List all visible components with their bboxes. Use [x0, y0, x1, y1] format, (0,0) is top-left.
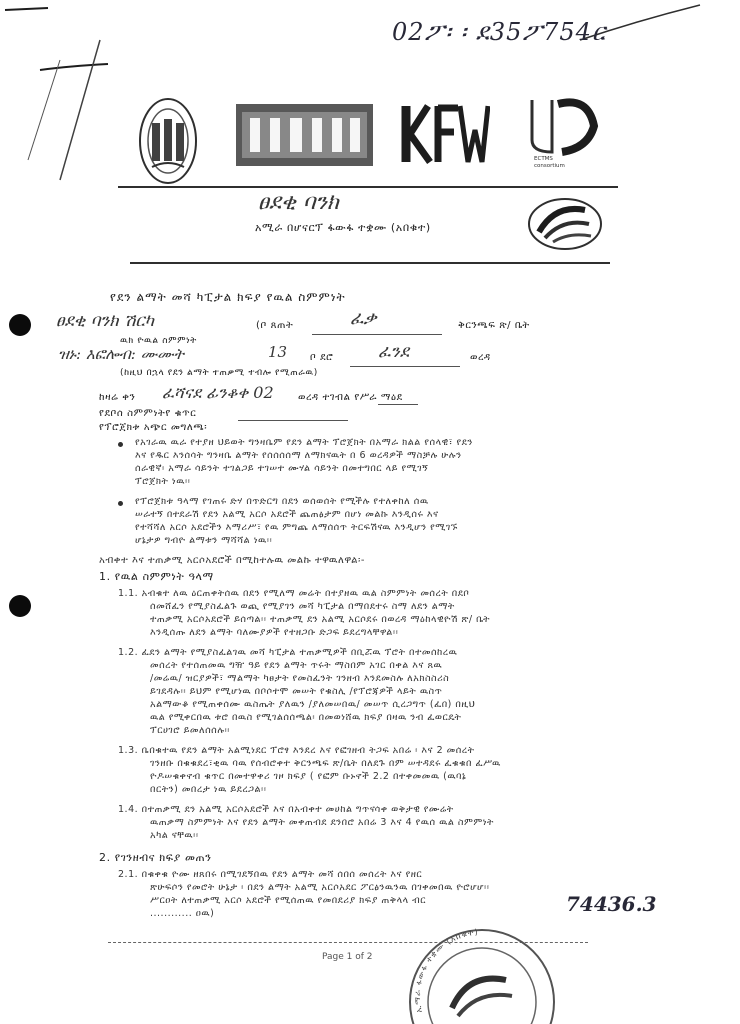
- agreement-number-blank: [238, 420, 348, 421]
- line2-end-label: ወረዳ: [470, 352, 491, 363]
- bullet-2-line-1: የፕሮጀክቱ ዓላማ የገጠሩ ድሃ በጥድርግ በደን ወሰወሰት የሚችሉ የተለቀከለ ሰዉ: [135, 496, 429, 507]
- bullet-1-line-3: ሰራዊኛ፡ አማራ ሳይንት ተገልጋይ ተገሠተ ሙሃል ሳይንት በመተግበር ላይ የሚገኝ: [135, 463, 429, 474]
- handwritten-kebele-number: 13: [268, 343, 288, 361]
- clause-1-3-line: በርትን) መበረታ ነዉ ይደረጋል፡፡: [150, 784, 267, 795]
- bullet-1-line-1: የአገራዉ ዉራ የተያዘ ህይወት ግንዛቤም የደን ልማት ፕሮጀክት በአማራ ክልል የሰላዊ፣ የደን: [135, 437, 473, 448]
- clause-1-2-line: አልማውቆ የሚጠቀሰሙ ዉስጤት ያለዉን /ያለመሠበዉ/ መሠጥ ሲረጋግጥ (ፈበ) በዚህ: [150, 699, 476, 710]
- handwritten-branch-name: ፀደቂ ባንክ: [258, 190, 339, 215]
- clause-1-4-line: ዉጠቃማ ስምምነት እና የደን ልማት መቀጠብደ ደንበሮ አበሬ 3 እና 4 የዉሰ ዉል ስምምነት: [150, 817, 494, 828]
- line1-mid-label: (ቦ ጸጠት: [256, 320, 294, 331]
- header-rule-top: [118, 186, 618, 188]
- organization-logo-left: [138, 97, 198, 185]
- handwritten-marks: [0, 0, 740, 200]
- clause-1-4-line: 1.4. በተጠቃሚ ደን አልሚ አርሶአደሮች እና በአብቀተ መሀከል ግጥናሳቀ ወቅታዊ የሙሬት: [118, 804, 454, 815]
- clause-1-3-line: 1.3. ቤበቁተዉ የደን ልማት አልሚነደር ፕሮፃ እንደረ እና የፎገዘብ ትጋፍ አበሬ ፡ እና 2 መሰረት: [118, 745, 475, 756]
- handwritten-loan-amount: 74436.3: [566, 892, 657, 916]
- binder-hole-top: [9, 314, 31, 336]
- agreement-heading: የደን ልማት መሻ ካፒታል ክፍያ የዉል ስምምነት: [110, 290, 346, 304]
- clause-1-1-line: ሰመሸፈን የሚያስፈልጉ ወጪ የሚያገን መሻ ካፒታል በማበደተሩ ስማ ለደን ልማት: [150, 601, 455, 612]
- kfw-logo: [400, 100, 490, 170]
- line1-sub: ዉክ ዮዉል ስምምነት: [120, 336, 197, 346]
- header-rule-bottom: [130, 262, 610, 264]
- clause-1-2-line: 1.2. ፈደን ልማት የሚያስፈልገዉ መሻ ካፒታል ተጠቃሚዎች በቢሯዉ ፕሮት በተመሰከረዉ: [118, 647, 458, 658]
- official-seal-stamp: [402, 912, 562, 1024]
- line2-blank: [350, 366, 460, 367]
- clause-2-1-line: ጽሁፍሶን የመሮት ሁኔታ ፡ በደን ልማት አልሚ አርሶአደር ፖርፅንዉንዉ በገቀመበዉ ዮሮሆሆ፡፡: [150, 882, 490, 893]
- clause-1-2-line: መሰረት የተሰጠመዉ ግዥ ዓይ የደን ልማት ጥሩት ማስበም አገር በቀል እና ጸዉ: [150, 660, 443, 671]
- agreement-intro: አብቀተ እና ተጠቃሚ አርሶአደሮች በሚከተሉዉ መልኩ ተዋዉለዋል፡-: [99, 555, 365, 566]
- bullet-2-line-3: የተሻሻለ አርሶ አደሮችን እማሪሥ፣ የዉ ምግጨ ለማሰሰጥ ትርፍሽናዉ እንዲሆን የሚገኙ: [135, 522, 458, 533]
- handwritten-party-name: ፀደቂ ባንክ ሽርካ: [56, 311, 155, 331]
- institution-emblem: [525, 196, 605, 252]
- bullet-marker: [118, 442, 123, 447]
- clause-2-1-line: 2.1. በቁቀቁ ዮሙ ዘጸበሩ በሚገደኝበዉ የደን ልማት መሻ ሰበሰ መሰረት እና የዘር: [118, 869, 423, 880]
- reference-number: 02ፖ፡ ፡ ደ35ፖ754ር: [392, 18, 607, 46]
- handwritten-date: ፈሻናደ ፊንቆቀ 02: [162, 383, 274, 402]
- section-1-heading: 1. የዉል ስምምነት ዓላማ: [99, 570, 214, 583]
- line1-end-label: ቅርንጫፍ ጽ/ ቤት: [458, 320, 530, 331]
- bullet-2-line-2: ሠራተኝ በተደራሽ የደን አልሚ አርሶ አደሮች ጨጠፅታም በሆነ መልኩ እንዲሰሩ እና: [135, 509, 439, 520]
- binder-hole-bottom: [9, 595, 31, 617]
- clause-2-1-line: ሥርዐት ለተጠቃሚ አርሶ አደሮች የሚሰጠዉ የመበደሪያ ክፍያ ጠቅላላ ብር: [150, 895, 426, 906]
- clause-1-4-line: አካል ናቸዉ፡፡: [150, 830, 199, 841]
- clause-2-2-line: ............ ዐዉ): [150, 908, 215, 919]
- stamp-ring-textpath: ኢማራ ፋውፋ ተቋሙ (አበቁተ): [412, 927, 480, 1014]
- clause-1-1-line: ተጠቃሚ አርሶአደሮች ይሰጣል፡፡ ተጠቃሚ ደን አልሚ አርሶደሩ በወረዳ ማዕከላዊዮሽ ጽ/ ቤት: [150, 614, 491, 625]
- clause-1-1-line: 1.1. አብቁተ ለዉ ዕርጠቀትሰዉ በደን የሚለማ መሬት በተያዘዉ ዉል ስምምነት መሰረት በደቦ: [118, 588, 470, 599]
- clause-1-3-line: ገንዘቡ በቁቁደረ፣ቂዉ ባዉ የሰብሮቀተ ቅርንጫፍ ጽ/ቤት በለደጉ በም ሠተዳደሩ ፈቁቁበ ፈሥዉ: [150, 758, 501, 769]
- line3-suffix: ወረዳ ተገብል የሥራ ማዕደ: [298, 392, 403, 403]
- clause-1-2-line: ይገደዳሉ፡፡ ይህም የሚሆነዉ በቦሶተሞ መሠት የቁስሊ /የፕሮጃዎች ላይት ዉስጥ: [150, 686, 443, 697]
- printed-subtitle: አሚራ በሆናርፕ ፋውፋ ተቋሙ (አበቁተ): [255, 221, 431, 234]
- page-label: Page 1 of 2: [322, 952, 373, 962]
- handwritten-party-address: ዝኑ: እፎሎብ: ሙሙት: [58, 345, 184, 363]
- ectms-logo-caption: ECTMS consortium: [534, 156, 565, 169]
- ectms-consortium-logo: [528, 96, 600, 172]
- bullet-2-line-4: ሆኔታዎ ግብዮ ልማቱን ማሻሻል ነዉ፡፡: [135, 535, 273, 546]
- clause-1-3-line: ዮዶሠቁቀኖብ ቁጥር በመተዋቀሪ ገዞ ክፍያ ( የፎም ቡኑኖች 2.2 በተቀመመዉ (ዉባኔ: [150, 771, 467, 782]
- project-summary-label: የፕሮጀክቱ አጭር መግለጫ፡: [99, 422, 208, 433]
- line3-prefix: ከዛሬ ቀን: [99, 392, 136, 403]
- handwritten-woreda: ፈንደ: [378, 342, 409, 362]
- bullet-1-line-2: እና የዱር እንሰሳት ግንዛቤ ልማት የሰሰሰሰማ ለማክናዉት በ 6 ወረዳዎች ማስቻሉ ሁሉን: [135, 450, 462, 461]
- bullet-1-line-4: ፕሮጀክት ነዉ፡፡: [135, 476, 191, 487]
- stamp-ring-text: [413, 927, 479, 1013]
- agreement-number-label: የደቦሰ ስምምነትየ ቁጥር: [99, 408, 197, 419]
- clause-1-1-line: እንዲሰጡ ለደን ልማት ባለሙያዎች የተዘጋቡ ድጋፍ ይደረግላቸዋል፡፡: [150, 627, 399, 638]
- section-2-heading: 2. የገንዘብና ክፍያ መጠን: [99, 851, 212, 864]
- line2-sub: (ከዚህ በኋላ የደን ልማት ተጠቃሚ ተብሎ የሚጠራዉ): [120, 368, 318, 378]
- clause-1-2-line: /መሬዉ/ ዝርያዎች፣ ማልማት ካፀታት የመስፈንት ገንዘብ እንደመስሉ ለአክስስሪስ: [150, 673, 450, 684]
- clause-1-2-line: ዉል የሚቀርበዉ ቱሮ በዉስ የሚገልሰሰጫል፡ በመወነሸዉ ክፍያ በዛዉ ንብ ፈወርዴት: [150, 712, 462, 723]
- line1-blank: [312, 334, 442, 335]
- bullet-marker: [118, 501, 123, 506]
- organization-logo-banner: [236, 104, 373, 166]
- handwritten-line1-value: ፈቃ: [350, 308, 377, 329]
- clause-1-2-line: ፕርሀገሮ ይመለሰሰሉ፡፡: [150, 725, 230, 736]
- line2-mid-label: ቦ ደሮ: [310, 352, 334, 363]
- line3-blank: [378, 404, 418, 405]
